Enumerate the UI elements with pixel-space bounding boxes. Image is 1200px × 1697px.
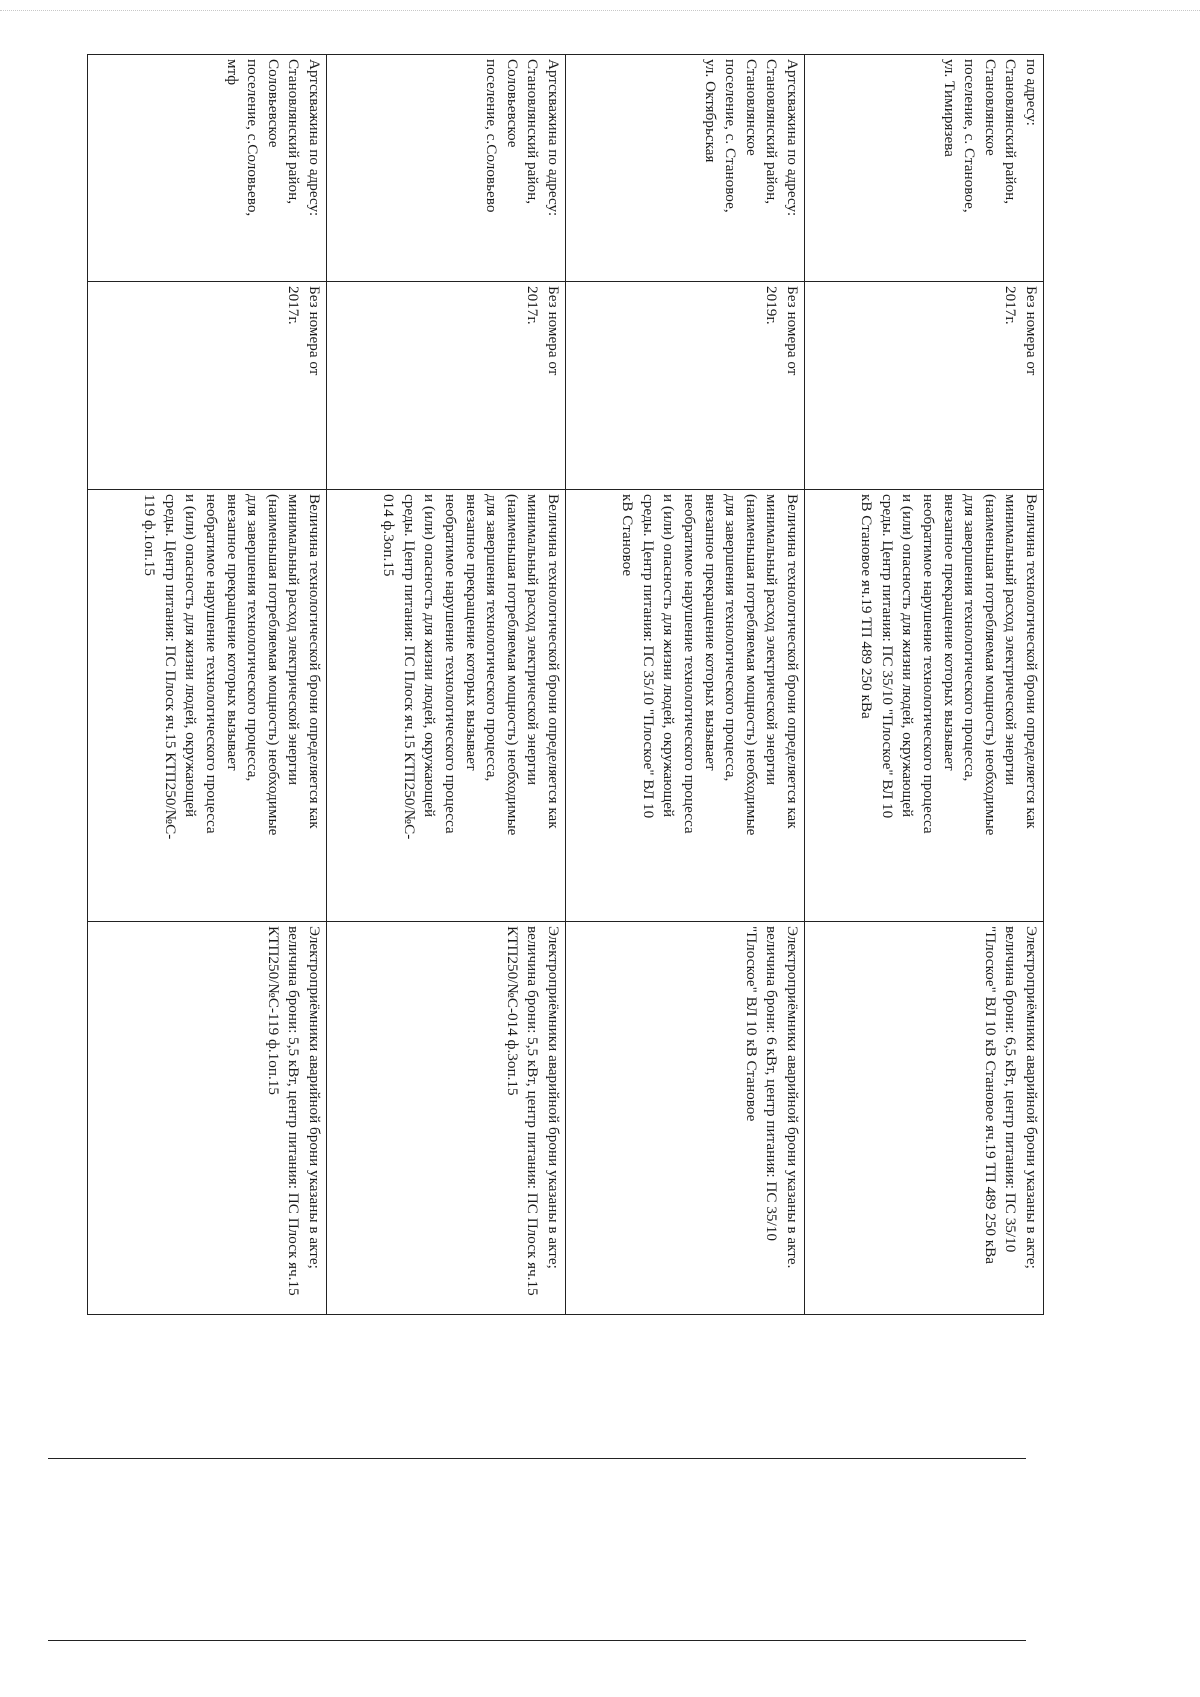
document-cell xyxy=(805,282,1044,490)
tech-reserve-cell xyxy=(88,490,327,922)
address-text: Артскважина по адресу: Становлянский район, Становлянское поселение, с. Становое, ул. Октябрьская xyxy=(701,59,801,217)
rotated-table-container xyxy=(64,54,1044,1314)
emergency-reserve-cell xyxy=(566,922,805,1315)
address-cell xyxy=(805,55,1044,282)
signature-line-upper xyxy=(48,1458,1026,1459)
tech-reserve-text: Величина технологической брони определяется как минимальный расход электрической энергии (наименьшая потребляемая мощность) необходимые для завершения технологического процесса, внезапное прекращение которых вызывает необратимое нарушение технологического процесса и (или) опасность для жизни людей, окружающей среды. Центр питания: ПС Плоск яч.15 КТП250/№С- 119 ф.1оп.15 xyxy=(141,494,323,840)
document-cell xyxy=(327,282,566,490)
emergency-reserve-text: Электроприёмники аварийной брони указаны в акте. величина брони: 6 кВт, центр питания: ПС 35/10 "Плоское" ВЛ 10 кВ Становое xyxy=(742,926,801,1269)
table-row xyxy=(88,55,327,1315)
document-text: Без номера от 2019г. xyxy=(763,286,801,376)
emergency-reserve-cell xyxy=(88,922,327,1315)
tech-reserve-text: Величина технологической брони определяется как минимальный расход электрической энергии (наименьшая потребляемая мощность) необходимые для завершения технологического процесса, внезапное прекращение которых вызывает необратимое нарушение технологического процесса и (или) опасность для жизни людей, окружающей среды. Центр питания: ПС 35/10 "Плоское" ВЛ 10 кВ Становое яч.19 ТП 489 250 кВа xyxy=(858,494,1040,836)
emergency-reserve-cell xyxy=(805,922,1044,1315)
document-text: Без номера от 2017г. xyxy=(285,286,323,376)
table-row xyxy=(327,55,566,1315)
reserve-table xyxy=(87,54,1044,1315)
emergency-reserve-text: Электроприёмники аварийной брони указаны в акте; величина брони: 5,5 кВт, центр питания: ПС Плоск яч.15 КТП250/№С-014 ф.3оп.15 xyxy=(503,926,562,1296)
signature-line-lower xyxy=(48,1640,1026,1641)
tech-reserve-cell xyxy=(805,490,1044,922)
address-cell xyxy=(327,55,566,282)
address-text: Артскважина по адресу: Становлянский район, Соловьевское поселение, с.Соловьево xyxy=(483,59,562,217)
document-text: Без номера от 2017г. xyxy=(524,286,562,376)
address-text: по адресу: Становлянский район, Становлянское поселение, с. Становое, ул. Тимирязева xyxy=(940,59,1040,213)
tech-reserve-text: Величина технологической брони определяется как минимальный расход электрической энергии (наименьшая потребляемая мощность) необходимые для завершения технологического процесса, внезапное прекращение которых вызывает необратимое нарушение технологического процесса и (или) опасность для жизни людей, окружающей среды. Центр питания: ПС 35/10 "Плоское" ВЛ 10 кВ Становое xyxy=(619,494,801,836)
emergency-reserve-text: Электроприёмники аварийной брони указаны в акте; величина брони: 6,5 кВт, центр питания: ПС 35/10 "Плоское" ВЛ 10 кВ Становое яч.19 ТП 489 250 кВа xyxy=(981,926,1040,1269)
document-text: Без номера от 2017г. xyxy=(1002,286,1040,376)
tech-reserve-text: Величина технологической брони определяется как минимальный расход электрической энергии (наименьшая потребляемая мощность) необходимые для завершения технологического процесса, внезапное прекращение которых вызывает необратимое нарушение технологического процесса и (или) опасность для жизни людей, окружающей среды. Центр питания: ПС Плоск яч.15 КТП250/№С- 014 ф.3оп.15 xyxy=(380,494,562,840)
tech-reserve-cell xyxy=(566,490,805,922)
address-cell xyxy=(88,55,327,282)
top-border-dots xyxy=(0,10,1200,11)
address-cell xyxy=(566,55,805,282)
address-text: Артскважина по адресу: Становлянский район, Соловьевское поселение, с.Соловьево, мтф xyxy=(223,59,323,217)
table-row xyxy=(805,55,1044,1315)
table-row xyxy=(566,55,805,1315)
document-cell xyxy=(566,282,805,490)
emergency-reserve-cell xyxy=(327,922,566,1315)
document-cell xyxy=(88,282,327,490)
emergency-reserve-text: Электроприёмники аварийной брони указаны в акте; величина брони: 5,5 кВт, центр питания: ПС Плоск яч.15 КТП250/№С-119 ф.1оп.15 xyxy=(264,926,323,1296)
tech-reserve-cell xyxy=(327,490,566,922)
